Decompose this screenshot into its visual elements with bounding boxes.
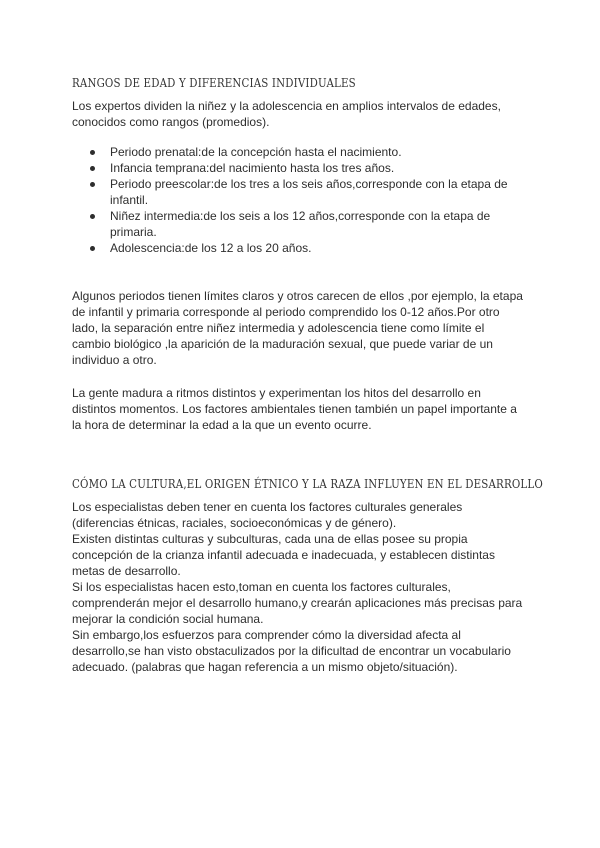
- bullet-dot-icon: [90, 166, 95, 171]
- list-item: [90, 144, 530, 160]
- text-line: Sin embargo,los esfuerzos para comprender cómo la diversidad afecta al: [72, 628, 461, 642]
- text-line: metas de desarrollo.: [72, 564, 181, 578]
- text-line: Periodo preescolar:de los tres a los seis años,corresponde con la etapa de: [110, 177, 508, 191]
- text-line: La gente madura a ritmos distintos y experimentan los hitos del desarrollo en: [72, 386, 481, 400]
- text-line: Los expertos dividen la niñez y la adolescencia en amplios intervalos de edades,: [72, 99, 501, 113]
- text-line: desarrollo,se han visto obstaculizados por la dificultad de encontrar un vocabulario: [72, 644, 511, 658]
- text-line: Infancia temprana:del nacimiento hasta los tres años.: [110, 161, 395, 175]
- bullet-dot-icon: [90, 246, 95, 251]
- section-heading-age-ranges: RANGOS DE EDAD Y DIFERENCIAS INDIVIDUALES: [72, 75, 356, 90]
- list-item: [90, 208, 530, 240]
- text-line: Los especialistas deben tener en cuenta los factores culturales generales: [72, 500, 463, 514]
- intro-paragraph: [72, 98, 532, 130]
- text-line: Existen distintas culturas y subculturas, cada una de ellas posee su propia: [72, 532, 468, 546]
- text-line: mejorar la condición social humana.: [72, 612, 264, 626]
- rhythm-paragraph: [72, 385, 532, 433]
- list-item: [90, 160, 530, 176]
- text-line: Adolescencia:de los 12 a los 20 años.: [110, 241, 312, 255]
- list-item: [90, 176, 530, 208]
- text-line: la hora de determinar la edad a la que un evento ocurre.: [72, 418, 372, 432]
- section-heading-culture: CÓMO LA CULTURA,EL ORIGEN ÉTNICO Y LA RAZA INFLUYEN EN EL DESARROLLO: [72, 476, 543, 491]
- text-line: adecuado. (palabras que hagan referencia a un mismo objeto/situación).: [72, 660, 458, 674]
- list-item: [90, 240, 530, 256]
- age-range-list: [90, 144, 530, 256]
- text-line: Algunos periodos tienen límites claros y otros carecen de ellos ,por ejemplo, la etapa: [72, 289, 523, 303]
- text-line: conocidos como rangos (promedios).: [72, 115, 270, 129]
- text-line: Si los especialistas hacen esto,toman en cuenta los factores culturales,: [72, 580, 451, 594]
- bullet-dot-icon: [90, 182, 95, 187]
- text-line: de infantil y primaria corresponde al periodo comprendido los 0-12 años.Por otro: [72, 305, 500, 319]
- text-line: Niñez intermedia:de los seis a los 12 años,corresponde con la etapa de: [110, 209, 491, 223]
- text-line: Periodo prenatal:de la concepción hasta el nacimiento.: [110, 145, 402, 159]
- text-line: distintos momentos. Los factores ambientales tienen también un papel importante a: [72, 402, 517, 416]
- text-line: primaria.: [110, 225, 157, 239]
- text-line: individuo a otro.: [72, 353, 157, 367]
- text-line: (diferencias étnicas, raciales, socioeconómicas y de género).: [72, 516, 397, 530]
- text-line: concepción de la crianza infantil adecuada e inadecuada, y establecen distintas: [72, 548, 495, 562]
- limits-paragraph: [72, 288, 532, 368]
- bullet-dot-icon: [90, 150, 95, 155]
- text-line: comprenderán mejor el desarrollo humano,y crearán aplicaciones más precisas para: [72, 596, 523, 610]
- bullet-dot-icon: [90, 214, 95, 219]
- culture-paragraph: [72, 499, 532, 675]
- text-line: infantil.: [110, 193, 149, 207]
- text-line: lado, la separación entre niñez intermedia y adolescencia tiene como límite el: [72, 321, 485, 335]
- text-line: cambio biológico ,la aparición de la maduración sexual, que puede variar de un: [72, 337, 493, 351]
